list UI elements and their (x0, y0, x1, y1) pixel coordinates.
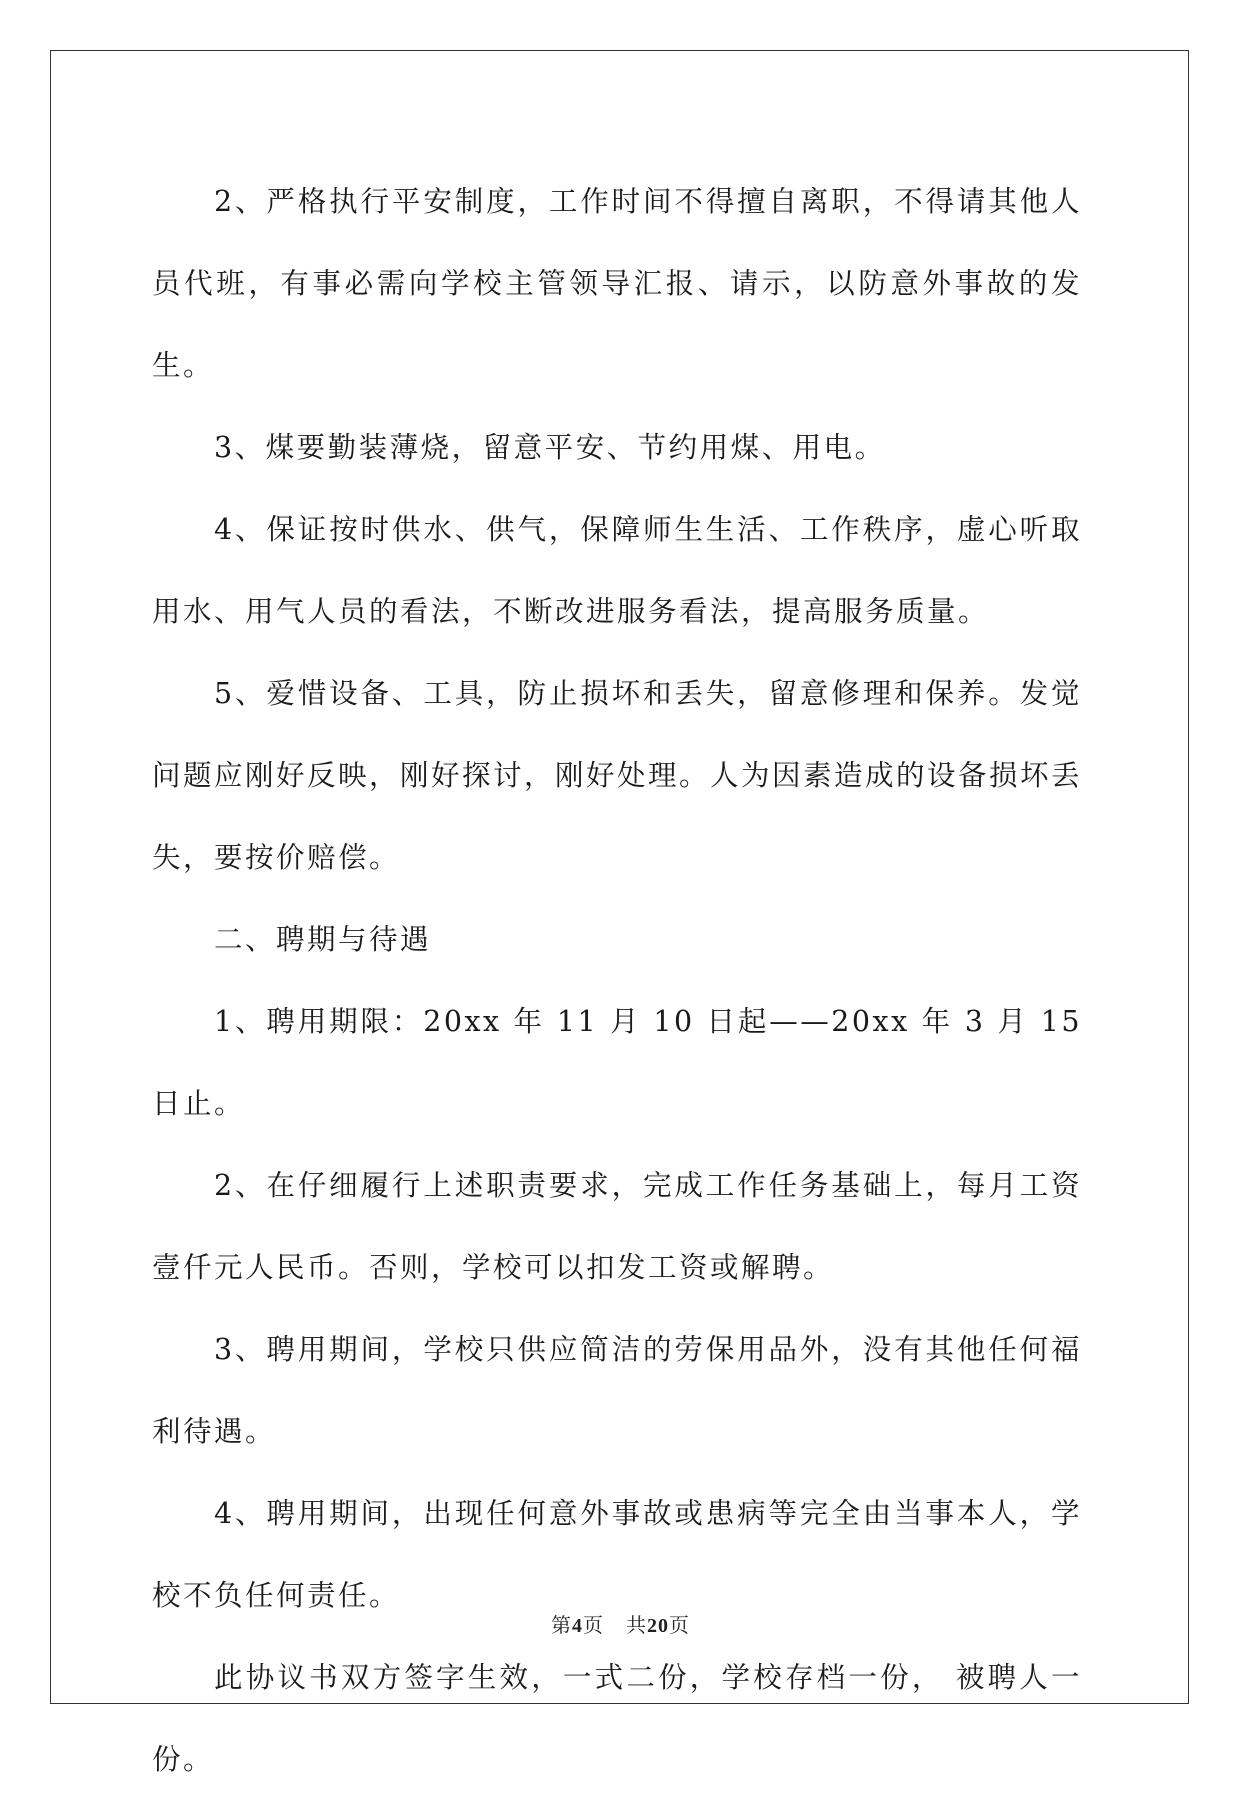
paragraph-term-3: 3、聘用期间，学校只供应简洁的劳保用品外，没有其他任何福利待遇。 (152, 1333, 1082, 1448)
paragraph-term-1: 1、聘用期限：20xx 年 11 月 10 日起——20xx 年 3 月 15 日止。 (152, 1005, 1082, 1120)
page-suffix: 页 (583, 1615, 604, 1637)
paragraph-duty-3: 3、煤要勤装薄烧，留意平安、节约用煤、用电。 (214, 431, 886, 464)
section-heading-term-and-pay: 二、聘期与待遇 (214, 923, 432, 956)
paragraph-duty-4: 4、保证按时供水、供气，保障师生生活、工作秩序，虚心听取用水、用气人员的看法，不断改进服务看法，提高服务质量。 (152, 513, 1082, 628)
paragraph-duty-5: 5、爱惜设备、工具，防止损坏和丢失，留意修理和保养。发觉问题应刚好反映，刚好探讨，刚好处理。人为因素造成的设备损坏丢失，要按价赔偿。 (152, 677, 1083, 874)
document-body (152, 161, 1082, 1801)
page-footer (0, 1609, 1241, 1638)
paragraph-agreement-effect: 此协议书双方签字生效，一式二份，学校存档一份， 被聘人一份。 (152, 1661, 1082, 1776)
page-number: 4 (572, 1615, 583, 1637)
paragraph-duty-2: 2、严格执行平安制度，工作时间不得擅自离职，不得请其他人员代班，有事必需向学校主管领导汇报、请示，以防意外事故的发生。 (152, 185, 1082, 382)
total-suffix: 页 (669, 1615, 690, 1637)
total-prefix: 共 (626, 1615, 647, 1637)
total-pages: 20 (647, 1615, 669, 1637)
page-prefix: 第 (551, 1615, 572, 1637)
paragraph-term-4: 4、聘用期间，出现任何意外事故或患病等完全由当事本人，学校不负任何责任。 (152, 1497, 1082, 1612)
paragraph-term-2: 2、在仔细履行上述职责要求，完成工作任务基础上，每月工资壹仟元人民币。否则，学校可以扣发工资或解聘。 (152, 1169, 1082, 1284)
